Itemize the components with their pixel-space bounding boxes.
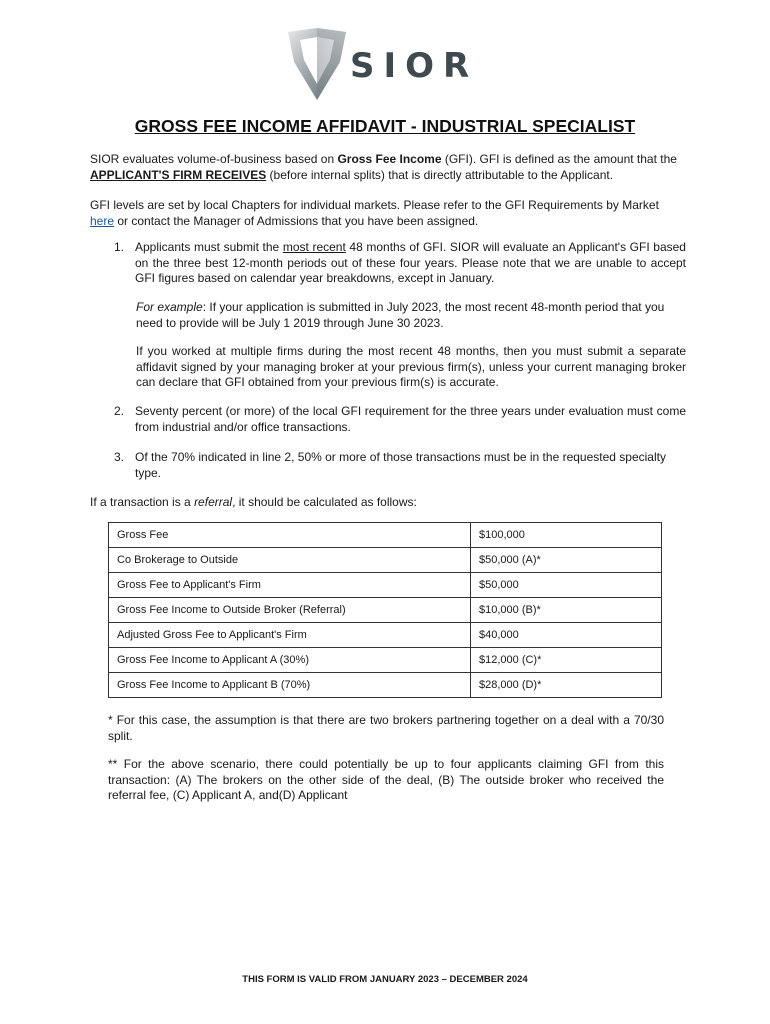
intro-text: (before internal splits) that is directly attributable to the Applicant. <box>266 168 614 182</box>
example-label: For example <box>136 300 203 314</box>
table-row <box>109 673 662 698</box>
table-cell-value: $50,000 (A)* <box>471 548 662 573</box>
table-cell-label: Co Brokerage to Outside <box>109 548 471 573</box>
table-cell-value: $10,000 (B)* <box>471 598 662 623</box>
list-text: 48 months of GFI. SIOR will evaluate an Applicant's GFI based on the three best 12-month periods out of these four years. Please note that we are unable to accept GFI figures based on calendar year breakdowns, except in January. <box>135 240 686 285</box>
intro-paragraph-2 <box>90 197 686 229</box>
referral-text: If a transaction is a <box>90 495 195 509</box>
list-text: Of the 70% indicated in line 2, 50% or more of those transactions must be in the requested specialty type. <box>135 450 666 480</box>
table-cell-label: Gross Fee to Applicant's Firm <box>109 573 471 598</box>
logo-wordmark: SIOR <box>350 46 479 86</box>
table-row <box>109 598 662 623</box>
intro-text: (GFI). GFI is defined as the amount that the <box>441 152 677 166</box>
list-item-2 <box>114 404 686 435</box>
table-cell-label: Gross Fee Income to Outside Broker (Referral) <box>109 598 471 623</box>
gross-fee-income-term: Gross Fee Income <box>337 152 442 166</box>
applicant-firm-receives-term: APPLICANT'S FIRM RECEIVES <box>90 168 267 182</box>
table-row <box>109 623 662 648</box>
table-cell-value: $28,000 (D)* <box>471 673 662 698</box>
referral-text: , it should be calculated as follows: <box>232 495 417 509</box>
table-cell-label: Adjusted Gross Fee to Applicant's Firm <box>109 623 471 648</box>
sior-logo <box>286 26 496 104</box>
table-cell-label: Gross Fee <box>109 523 471 548</box>
list-item-3 <box>114 450 686 481</box>
example-paragraph <box>136 300 686 331</box>
list-text: Applicants must submit the <box>135 240 283 254</box>
most-recent-term: most recent <box>282 240 346 254</box>
intro-text: SIOR evaluates volume-of-business based on <box>90 152 338 166</box>
footnote-2: ** For the above scenario, there could potentially be up to four applicants claiming GFI from this transaction: (A) The brokers on the other side of the deal, (B) The outside broker who received the referral fee, (C) Applicant A, and(D) Applicant <box>108 757 664 802</box>
table-cell-value: $12,000 (C)* <box>471 648 662 673</box>
table-row <box>109 548 662 573</box>
table-cell-label: Gross Fee Income to Applicant A (30%) <box>109 648 471 673</box>
multi-firm-paragraph: If you worked at multiple firms during the most recent 48 months, then you must submit a separate affidavit signed by your managing broker at your previous firm(s), unless your current managing broker can declare that GFI obtained from your previous firm(s) is accurate. <box>136 344 686 389</box>
list-number: 1. <box>114 240 125 254</box>
table-cell-value: $50,000 <box>471 573 662 598</box>
list-text: Seventy percent (or more) of the local GFI requirement for the three years under evaluation must come from industrial and/or office transactions. <box>135 404 686 434</box>
intro-text: GFI levels are set by local Chapters for individual markets. Please refer to the GFI Requirements by Market <box>90 198 659 212</box>
table-row <box>109 523 662 548</box>
list-item-1 <box>114 240 686 287</box>
shield-logo-icon <box>286 26 348 104</box>
referral-term: referral <box>194 495 233 509</box>
list-number: 3. <box>114 450 125 464</box>
referral-calculation-table <box>108 522 662 698</box>
page-title: GROSS FEE INCOME AFFIDAVIT - INDUSTRIAL SPECIALIST <box>134 116 636 136</box>
table-cell-value: $40,000 <box>471 623 662 648</box>
referral-intro <box>90 494 686 510</box>
table-row <box>109 573 662 598</box>
table-row <box>109 648 662 673</box>
intro-text: or contact the Manager of Admissions that you have been assigned. <box>114 214 479 228</box>
list-number: 2. <box>114 404 125 418</box>
intro-paragraph-1 <box>90 151 686 183</box>
example-text: : If your application is submitted in July 2023, the most recent 48-month period that you need to provide will be July 1 2019 through June 30 2023. <box>136 300 665 330</box>
table-cell-value: $100,000 <box>471 523 662 548</box>
table-cell-label: Gross Fee Income to Applicant B (70%) <box>109 673 471 698</box>
footnote-1: * For this case, the assumption is that there are two brokers partnering together on a deal with a 70/30 split. <box>108 713 664 743</box>
gfi-requirements-link[interactable]: here <box>90 214 115 228</box>
validity-footer: THIS FORM IS VALID FROM JANUARY 2023 – DECEMBER 2024 <box>242 974 528 985</box>
